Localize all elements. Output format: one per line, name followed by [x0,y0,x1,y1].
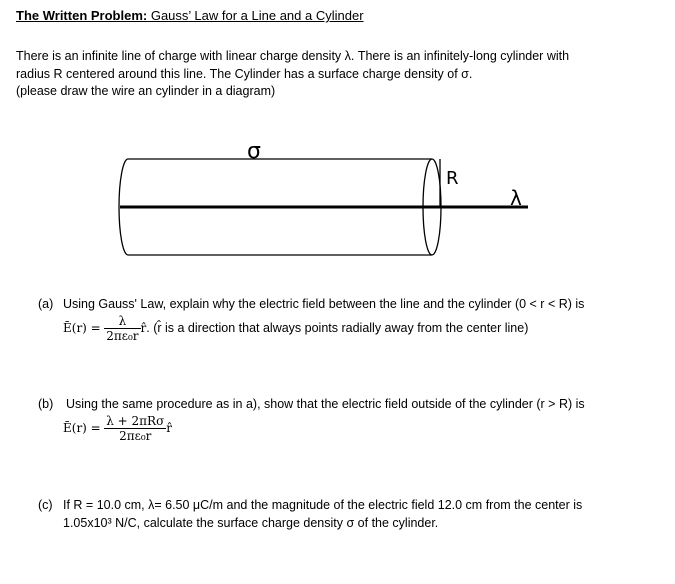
intro-line-2: radius R centered around this line. The Cylinder has a surface charge density of σ. [16,66,473,81]
part-a-lhs: Ē(r) = [63,320,101,335]
part-a-label: (a) [38,297,54,311]
part-a-text: Using Gauss' Law, explain why the electric field between the line and the cylinder (0 < r < R) is [63,297,585,311]
part-b-label: (b) [38,397,54,411]
lambda-label: λ [510,186,522,210]
title-bold: The Written Problem: [16,8,148,23]
page-title [16,8,364,23]
title-rest: Gauss’ Law for a Line and a Cylinder [147,8,364,23]
part-b-unit-vector: r̂ [166,420,173,435]
part-c-line-1: If R = 10.0 cm, λ= 6.50 μC/m and the magnitude of the electric field 12.0 cm from the center is [63,498,583,512]
part-b-denominator: 2πε₀r [119,429,152,443]
part-a-equation [63,314,528,343]
cylinder-diagram [0,130,675,270]
part-b-text: Using the same procedure as in a), show that the electric field outside of the cylinder (r > R) is [66,397,585,411]
part-a-unit-vector: r̂ [140,320,147,335]
part-b-numerator: λ + 2πRσ [106,414,165,428]
part-b-fraction [104,414,166,443]
part-a-denominator: 2πε₀r [106,329,139,343]
part-c-line-2: 1.05x10³ N/C, calculate the surface charge density σ of the cylinder. [63,516,439,530]
part-b-equation [63,414,172,443]
intro-line-1: There is an infinite line of charge with linear charge density λ. There is an infinitely-long cylinder with [16,49,570,63]
sigma-label: σ [247,139,261,164]
intro-line-3: (please draw the wire an cylinder in a diagram) [16,84,276,98]
part-a-numerator: λ [104,314,140,329]
part-a-fraction [104,314,140,343]
problem-intro [16,48,569,101]
part-c-label: (c) [38,498,53,512]
radius-label: R [446,168,459,189]
part-a-note: . (r̂ is a direction that always points radially away from the center line) [146,320,529,335]
part-b-lhs: Ē(r) = [63,420,101,435]
